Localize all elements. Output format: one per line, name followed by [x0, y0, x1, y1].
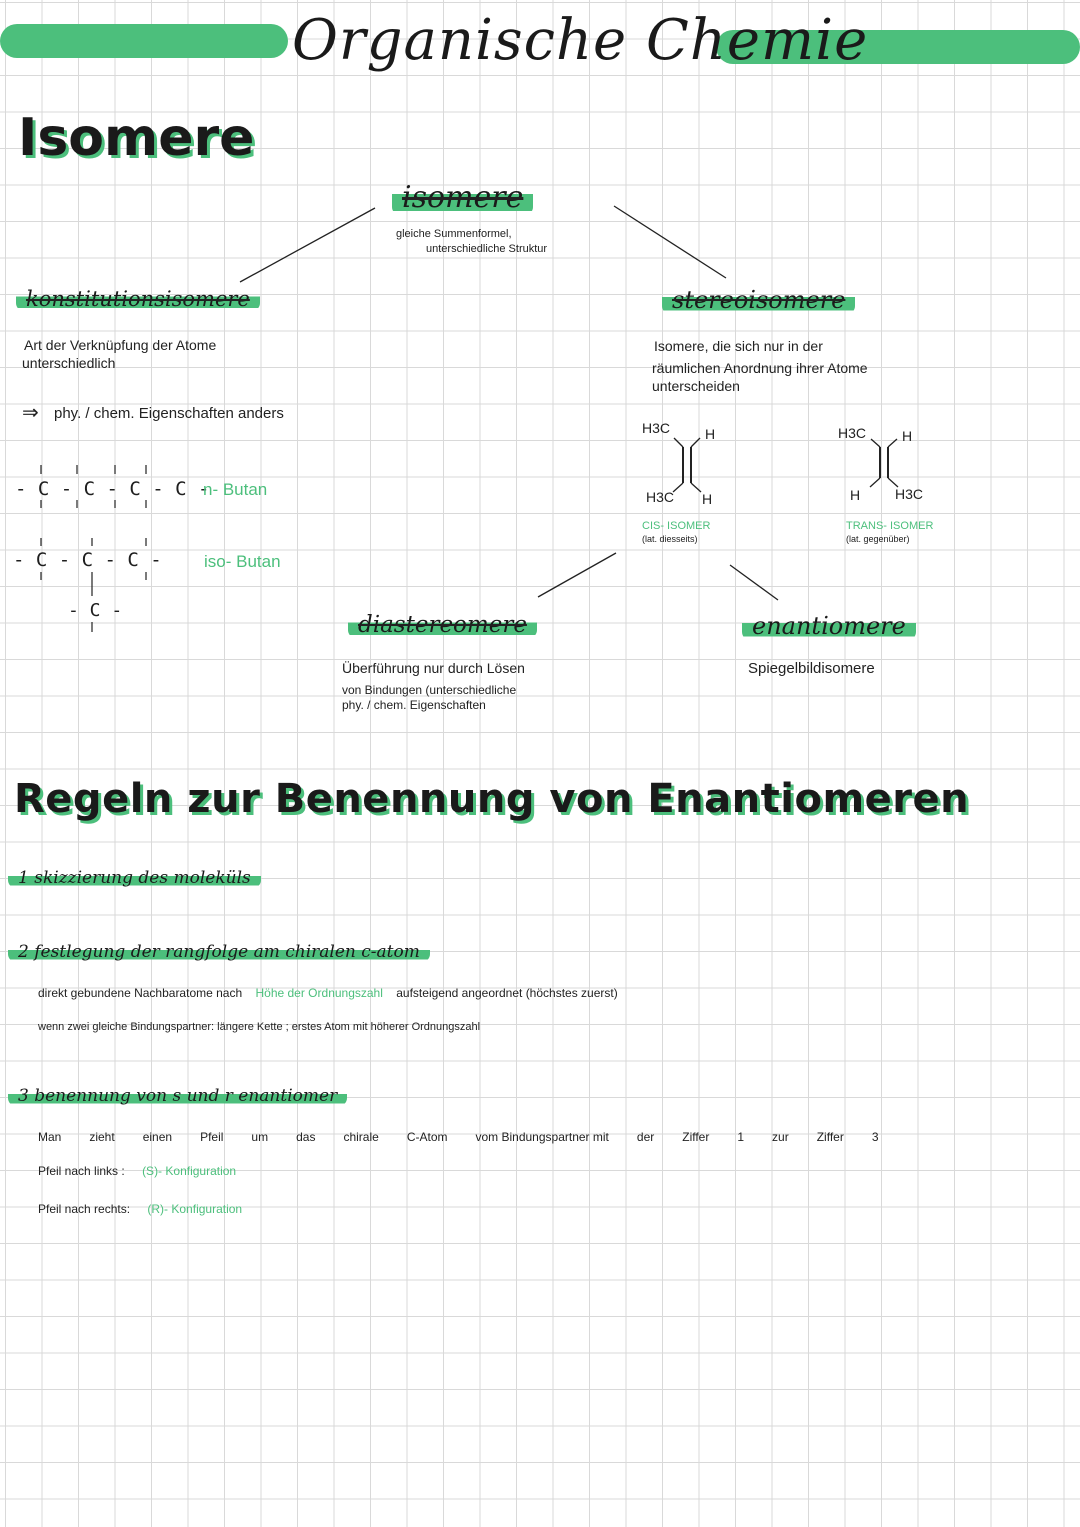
rule-3-line-1-word: Man: [38, 1130, 62, 1144]
stereo-desc-3: unterscheiden: [652, 378, 740, 394]
rule-2-line-1-a: direkt gebundene Nachbaratome nach: [38, 986, 243, 1000]
stereo-desc-1: Isomere, die sich nur in der: [654, 338, 823, 354]
enantiomere-label: enantiomere: [742, 612, 916, 640]
rule-3-line-1-word: zieht: [89, 1130, 115, 1144]
iso-butan-branch: - C -: [68, 600, 123, 621]
rule-3-line-1-word: Pfeil: [200, 1130, 224, 1144]
page-title: Organische Chemie: [292, 8, 869, 73]
rule-3-line-1-word: Ziffer: [816, 1130, 844, 1144]
rule-3-line-1-word: 3: [871, 1130, 879, 1144]
trans-bond-bl: [870, 478, 880, 487]
cis-bond-tr: [691, 438, 700, 447]
konstitution-desc-2: unterschiedlich: [22, 355, 116, 371]
rule-3-line-1-word: C-Atom: [406, 1130, 448, 1144]
stereoisomere-label: stereoisomere: [662, 286, 855, 314]
cis-isomer-note: (lat. diesseits): [642, 534, 698, 544]
cis-bond-br: [691, 483, 701, 492]
rule-3-line-3: [38, 1202, 242, 1216]
rule-3-line-3-a: Pfeil nach rechts:: [38, 1202, 131, 1216]
n-butan-formula: - C - C - C - C -: [15, 478, 210, 500]
rule-3-line-1-word: 1: [737, 1130, 745, 1144]
cis-isomer-label: CIS- ISOMER: [642, 520, 711, 532]
connector-stereo-enantio: [730, 565, 778, 600]
rule-2-line-2: wenn zwei gleiche Bindungspartner: längere Kette ; erstes Atom mit höherer Ordnungszahl: [38, 1021, 481, 1033]
rule-2-line-1: [38, 986, 618, 1000]
diastereomere-label: diastereomere: [348, 612, 537, 638]
rule-3-line-1-word: um: [251, 1130, 269, 1144]
trans-bond-tr: [888, 439, 897, 447]
diastereo-desc-3: phy. / chem. Eigenschaften: [342, 698, 486, 712]
rule-3-line-2: [38, 1164, 236, 1178]
trans-bond-tl: [871, 439, 880, 447]
consequence-arrow: ⇒: [22, 402, 39, 424]
isomere-root-desc-1: gleiche Summenformel,: [396, 228, 512, 240]
regeln-heading: Regeln zur Benennung von Enantiomeren: [14, 776, 970, 822]
trans-top-right: H: [902, 428, 913, 444]
konstitution-consequence: phy. / chem. Eigenschaften anders: [54, 405, 284, 422]
konstitutionsisomere-label: konstitutionsisomere: [16, 287, 260, 311]
rule-3-line-1-word: der: [636, 1130, 655, 1144]
rule-3-line-2-a: Pfeil nach links :: [38, 1164, 125, 1178]
diastereo-desc-2: von Bindungen (unterschiedliche: [342, 683, 517, 697]
rule-3-label: 3 benennung von s und r enantiomer: [8, 1086, 347, 1106]
diastereo-desc-1: Überführung nur durch Lösen: [342, 660, 525, 676]
stereo-desc-2: räumlichen Anordnung ihrer Atome: [652, 360, 868, 376]
rule-3-line-2-b: (S)- Konfiguration: [142, 1164, 237, 1178]
connector-root-stereo: [614, 206, 726, 278]
enantio-desc: Spiegelbildisomere: [748, 660, 875, 677]
cis-top-right: H: [705, 426, 716, 442]
connector-root-konstitution: [240, 208, 375, 282]
iso-butan-name: iso- Butan: [204, 552, 281, 571]
trans-isomer-note: (lat. gegenüber): [846, 534, 910, 544]
cis-bottom-left: H3C: [646, 489, 675, 505]
rule-3-line-1-word: das: [296, 1130, 316, 1144]
rule-2-line-1-b: aufsteigend angeordnet (höchstes zuerst): [396, 986, 618, 1000]
cis-top-left: H3C: [642, 420, 671, 436]
isomere-root-desc-2: unterschiedliche Struktur: [426, 243, 548, 255]
trans-isomer-label: TRANS- ISOMER: [846, 520, 934, 532]
konstitution-desc-1: Art der Verknüpfung der Atome: [24, 337, 217, 353]
rule-3-line-1-word: zur: [772, 1130, 789, 1144]
rule-2-line-1-highlight: Höhe der Ordnungszahl: [255, 986, 383, 1000]
rule-1-label: 1 skizzierung des moleküls: [8, 868, 261, 888]
iso-butan-formula: - C - C - C -: [13, 549, 162, 571]
rule-3-line-1-word: chirale: [343, 1130, 379, 1144]
isomere-heading: Isomere: [18, 108, 255, 168]
cis-bottom-right: H: [702, 491, 713, 507]
rule-2-label: 2 festlegung der rangfolge am chiralen c-atom: [8, 942, 430, 962]
isomere-root-label: isomere: [392, 180, 533, 215]
n-butan-name: n- Butan: [203, 480, 268, 499]
rule-3-line-1: [38, 1130, 907, 1144]
trans-bottom-right: H3C: [895, 486, 924, 502]
trans-bottom-left: H: [850, 487, 861, 503]
cis-bond-bl: [673, 483, 683, 492]
trans-top-left: H3C: [838, 425, 867, 441]
cis-bond-tl: [674, 438, 683, 447]
rule-3-line-1-word: vom Bindungspartner mit: [475, 1130, 609, 1144]
rule-3-line-3-b: (R)- Konfiguration: [147, 1202, 243, 1216]
rule-3-line-1-word: Ziffer: [682, 1130, 710, 1144]
rule-3-line-1-word: einen: [142, 1130, 173, 1144]
connector-stereo-diastereo: [538, 553, 616, 597]
